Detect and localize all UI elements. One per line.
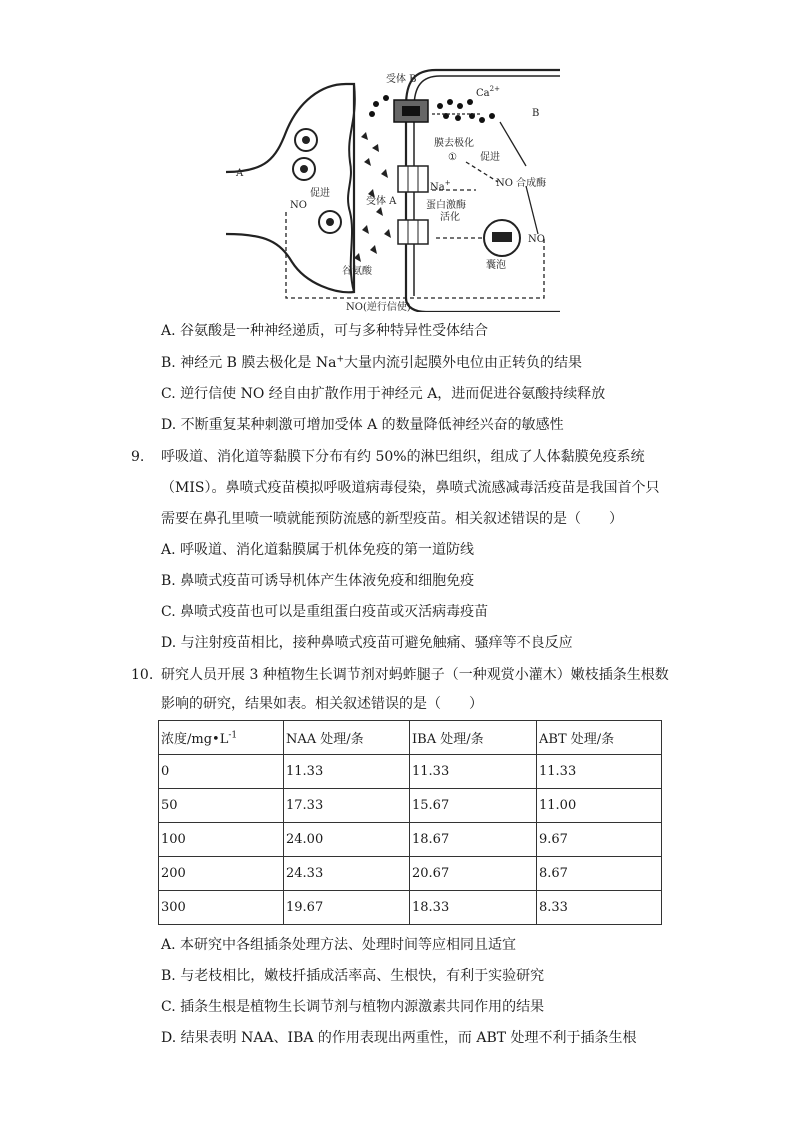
table-header-row: [159, 721, 662, 755]
table-header-cell: 浓度$/mg•L^{-1}$: [159, 721, 284, 755]
label-circle-1: ①: [448, 152, 457, 163]
table-header-cell: ABT 处理/条: [537, 721, 662, 755]
results-table: [158, 720, 662, 925]
table-cell: 200: [159, 857, 284, 891]
label-ca: $Ca^{2+}$: [476, 85, 500, 99]
table-row: [159, 755, 662, 789]
q10-option-a: A. 本研究中各组插条处理方法、处理时间等应相同且适宜: [161, 937, 517, 953]
table-cell: 18.67: [410, 823, 537, 857]
neuron-a-membrane: [226, 84, 354, 292]
q10-option-c: C. 插条生根是植物生长调节剂与植物内源激素共同作用的结果: [161, 999, 545, 1015]
label-na: Na+: [430, 179, 451, 193]
q9-option-b: B. 鼻喷式疫苗可诱导机体产生体液免疫和细胞免疫: [161, 573, 475, 589]
table-cell: 0: [159, 755, 284, 789]
q10-option-d: D. 结果表明 NAA、IBA 的作用表现出两重性，而 ABT 处理不利于插条生根: [161, 1030, 637, 1046]
table-cell: 24.33: [284, 857, 410, 891]
q10-stem-line-1: 研究人员开展 3 种植物生长调节剂对蚂蚱腿子（一种观赏小灌木）嫩枝插条生根数: [161, 667, 669, 683]
label-depolarize: 膜去极化: [434, 138, 474, 149]
table-cell: 15.67: [410, 789, 537, 823]
table-row: [159, 789, 662, 823]
table-cell: 11.33: [537, 755, 662, 789]
table-cell: 11.33: [410, 755, 537, 789]
label-no-left: NO: [290, 200, 307, 211]
q9-stem-line-3: 需要在鼻孔里喷一喷就能预防流感的新型疫苗。相关叙述错误的是（ ）: [161, 511, 623, 527]
q9-option-d: D. 与注射疫苗相比，接种鼻喷式疫苗可避免触痛、骚痒等不良反应: [161, 635, 573, 651]
q10-stem-line-2: 影响的研究，结果如表。相关叙述错误的是（ ）: [161, 696, 483, 712]
table-cell: 8.67: [537, 857, 662, 891]
table-cell: 11.33: [284, 755, 410, 789]
label-a: A: [236, 168, 244, 179]
table-cell: 50: [159, 789, 284, 823]
label-promote-left: 促进: [310, 188, 330, 199]
q8-option-d: D. 不断重复某种刺激可增加受体 A 的数量降低神经兴奋的敏感性: [161, 417, 564, 433]
label-vesicle: 囊泡: [486, 260, 506, 271]
label-glutamate: 谷氨酸: [342, 266, 372, 277]
q9-stem-line-2: （MIS）。鼻喷式疫苗模拟呼吸道病毒侵染，鼻喷式流感减毒活疫苗是我国首个只: [161, 480, 660, 496]
label-retrograde-messenger: NO(逆行信使): [346, 302, 411, 312]
label-promote-right: 促进: [480, 152, 500, 163]
table-row: [159, 823, 662, 857]
q9-option-c: C. 鼻喷式疫苗也可以是重组蛋白疫苗或灭活病毒疫苗: [161, 604, 489, 620]
label-receptor-b: 受体 B: [386, 74, 417, 85]
table-row: [159, 891, 662, 925]
q9-number: 9.: [131, 449, 145, 465]
label-receptor-a: 受体 A: [366, 196, 397, 207]
label-no-synthase: NO 合成酶: [496, 178, 547, 189]
table-cell: 18.33: [410, 891, 537, 925]
q8-option-a: A. 谷氨酸是一种神经递质，可与多种特异性受体结合: [161, 323, 489, 339]
table-header-cell: NAA 处理/条: [284, 721, 410, 755]
table-cell: 24.00: [284, 823, 410, 857]
q8-option-b: B. 神经元 B 膜去极化是 Na+大量内流引起膜外电位由正转负的结果: [161, 354, 582, 371]
table-cell: 19.67: [284, 891, 410, 925]
q9-option-a: A. 呼吸道、消化道黏膜属于机体免疫的第一道防线: [161, 542, 475, 558]
table-cell: 17.33: [284, 789, 410, 823]
label-protein-kinase-activate: 活化: [440, 212, 460, 223]
table-cell: 11.00: [537, 789, 662, 823]
receptor-a-upper: [398, 166, 428, 192]
synapse-diagram: [226, 62, 566, 312]
table-cell: 20.67: [410, 857, 537, 891]
q10-number: 10.: [131, 667, 154, 683]
q10-option-b: B. 与老枝相比，嫩枝扦插成活率高、生根快，有利于实验研究: [161, 968, 545, 984]
table-row: [159, 857, 662, 891]
label-b: B: [532, 108, 540, 119]
q8-option-c: C. 逆行信使 NO 经自由扩散作用于神经元 A，进而促进谷氨酸持续释放: [161, 386, 606, 402]
label-no-right: NO: [528, 234, 545, 245]
table-header-cell: IBA 处理/条: [410, 721, 537, 755]
receptor-a-lower: [398, 220, 428, 244]
table-cell: 100: [159, 823, 284, 857]
table-cell: 8.33: [537, 891, 662, 925]
table-cell: 300: [159, 891, 284, 925]
label-protein-kinase: 蛋白激酶: [426, 200, 466, 211]
q9-stem-line-1: 呼吸道、消化道等黏膜下分布有约 50%的淋巴组织，组成了人体黏膜免疫系统: [161, 449, 645, 465]
table-cell: 9.67: [537, 823, 662, 857]
